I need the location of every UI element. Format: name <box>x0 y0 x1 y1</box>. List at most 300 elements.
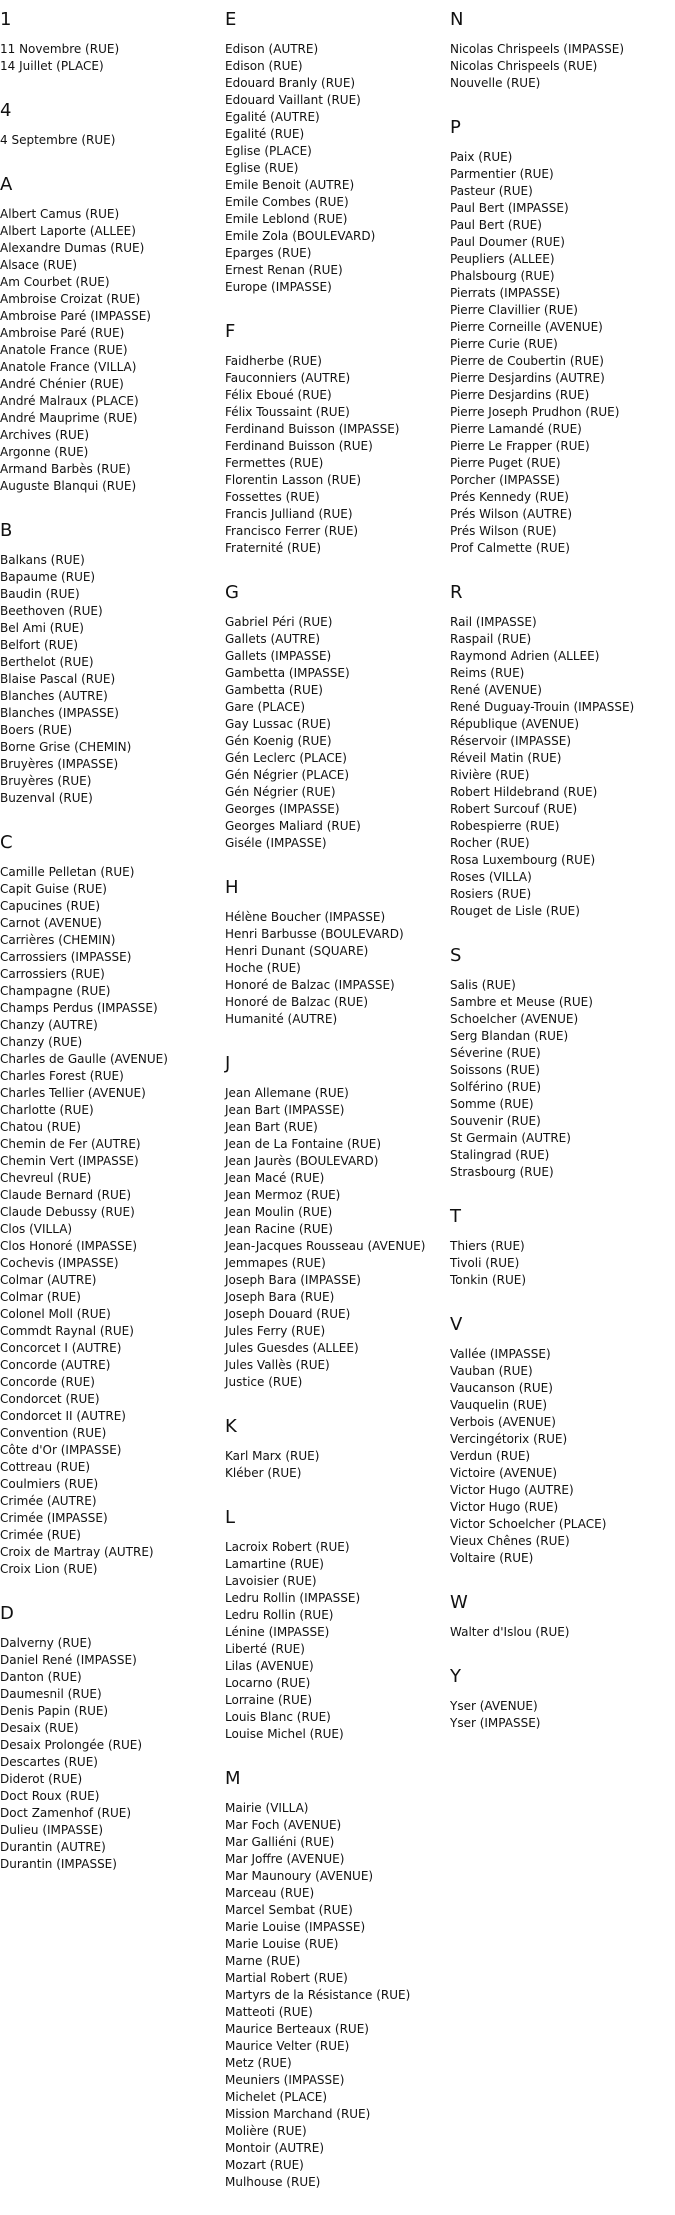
letter-group-j <box>225 1052 445 1391</box>
street-item: Mulhouse (RUE) <box>225 2175 321 2189</box>
street-item: Fraternité (RUE) <box>225 541 322 555</box>
street-item: Pierre Corneille (AVENUE) <box>450 320 603 334</box>
street-item: Georges (IMPASSE) <box>225 802 340 816</box>
street-item: Ernest Renan (RUE) <box>225 263 343 277</box>
street-item: Bruyères (IMPASSE) <box>0 757 119 771</box>
street-item: Emile Zola (BOULEVARD) <box>225 229 376 243</box>
street-item: Fauconniers (AUTRE) <box>225 371 351 385</box>
street-item: Victor Schoelcher (PLACE) <box>450 1517 607 1531</box>
street-item: Emile Benoit (AUTRE) <box>225 178 355 192</box>
street-item: Auguste Blanqui (RUE) <box>0 479 137 493</box>
street-item: Gén Leclerc (PLACE) <box>225 751 347 765</box>
street-item: Justice (RUE) <box>225 1375 303 1389</box>
street-item: Hélène Boucher (IMPASSE) <box>225 910 386 924</box>
street-item: Charles Tellier (AVENUE) <box>0 1086 146 1100</box>
letter-group-v <box>450 1313 675 1567</box>
street-item: Liberté (RUE) <box>225 1642 305 1656</box>
street-item: Georges Maliard (RUE) <box>225 819 361 833</box>
street-item: Anatole France (VILLA) <box>0 360 137 374</box>
street-item: Durantin (IMPASSE) <box>0 1857 117 1871</box>
street-item: Claude Bernard (RUE) <box>0 1188 132 1202</box>
street-item: Diderot (RUE) <box>0 1772 83 1786</box>
letter-group-k <box>225 1415 445 1482</box>
street-item: Metz (RUE) <box>225 2056 292 2070</box>
street-item: Raymond Adrien (ALLEE) <box>450 649 600 663</box>
street-item: Yser (AVENUE) <box>450 1699 538 1713</box>
street-item: René (AVENUE) <box>450 683 542 697</box>
street-item: Pierre Le Frapper (RUE) <box>450 439 590 453</box>
street-item: Nicolas Chrispeels (RUE) <box>450 59 598 73</box>
street-item: Crimée (AUTRE) <box>0 1494 97 1508</box>
street-item: Tivoli (RUE) <box>450 1256 520 1270</box>
street-item: Gallets (IMPASSE) <box>225 649 332 663</box>
street-item: Pasteur (RUE) <box>450 184 533 198</box>
street-item: Gay Lussac (RUE) <box>225 717 331 731</box>
street-item: Porcher (IMPASSE) <box>450 473 560 487</box>
street-item: Carrossiers (RUE) <box>0 967 105 981</box>
street-item: Capit Guise (RUE) <box>0 882 107 896</box>
street-item: Croix de Martray (AUTRE) <box>0 1545 154 1559</box>
street-item: Archives (RUE) <box>0 428 90 442</box>
street-item: Humanité (AUTRE) <box>225 1012 338 1026</box>
street-item: Réservoir (IMPASSE) <box>450 734 572 748</box>
street-item: Jean-Jacques Rousseau (AVENUE) <box>225 1239 426 1253</box>
street-list <box>225 1085 445 1391</box>
street-item: Denis Papin (RUE) <box>0 1704 109 1718</box>
letter-group-w <box>450 1591 675 1641</box>
street-item: Paul Doumer (RUE) <box>450 235 565 249</box>
street-item: Egalité (AUTRE) <box>225 110 320 124</box>
street-item: Ferdinand Buisson (IMPASSE) <box>225 422 400 436</box>
street-item: Dalverny (RUE) <box>0 1636 92 1650</box>
street-item: Marie Louise (RUE) <box>225 1937 339 1951</box>
letter-group-d <box>0 1602 220 1873</box>
street-item: Solférino (RUE) <box>450 1080 541 1094</box>
street-item: Belfort (RUE) <box>0 638 79 652</box>
street-item: Chanzy (AUTRE) <box>0 1018 98 1032</box>
street-item: Félix Toussaint (RUE) <box>225 405 350 419</box>
street-list <box>450 149 675 557</box>
street-item: Lilas (AVENUE) <box>225 1659 314 1673</box>
letter-heading: K <box>225 1416 237 1437</box>
street-item: René Duguay-Trouin (IMPASSE) <box>450 700 635 714</box>
street-item: Fermettes (RUE) <box>225 456 324 470</box>
column-1 <box>0 8 220 1897</box>
street-item: Chemin Vert (IMPASSE) <box>0 1154 139 1168</box>
street-item: Jean Racine (RUE) <box>225 1222 333 1236</box>
street-list <box>225 1800 445 2191</box>
street-item: Bel Ami (RUE) <box>0 621 84 635</box>
street-item: Jemmapes (RUE) <box>225 1256 326 1270</box>
street-item: Clos (VILLA) <box>0 1222 73 1236</box>
street-item: Strasbourg (RUE) <box>450 1165 554 1179</box>
street-item: Lacroix Robert (RUE) <box>225 1540 350 1554</box>
street-item: Edison (RUE) <box>225 59 303 73</box>
street-item: Maurice Velter (RUE) <box>225 2039 350 2053</box>
street-item: République (AVENUE) <box>450 717 580 731</box>
street-item: Gare (PLACE) <box>225 700 306 714</box>
street-item: St Germain (AUTRE) <box>450 1131 571 1145</box>
street-item: Durantin (AUTRE) <box>0 1840 106 1854</box>
street-item: André Chénier (RUE) <box>0 377 124 391</box>
street-item: Beethoven (RUE) <box>0 604 103 618</box>
street-item: Verbois (AVENUE) <box>450 1415 556 1429</box>
street-item: Jules Ferry (RUE) <box>225 1324 326 1338</box>
street-list <box>450 1346 675 1567</box>
street-list <box>225 1539 445 1743</box>
street-item: Félix Eboué (RUE) <box>225 388 332 402</box>
street-list <box>450 1624 675 1641</box>
letter-heading: Y <box>450 1666 461 1687</box>
street-item: Thiers (RUE) <box>450 1239 525 1253</box>
letter-group-e <box>225 8 445 296</box>
street-item: Joseph Douard (RUE) <box>225 1307 351 1321</box>
street-item: Desaix (RUE) <box>0 1721 79 1735</box>
street-item: Baudin (RUE) <box>0 587 80 601</box>
street-item: Rocher (RUE) <box>450 836 530 850</box>
street-item: Carrières (CHEMIN) <box>0 933 116 947</box>
street-item: Chanzy (RUE) <box>0 1035 83 1049</box>
letter-heading: 4 <box>0 100 12 121</box>
letter-heading: N <box>450 9 464 30</box>
street-item: Soissons (RUE) <box>450 1063 540 1077</box>
street-list <box>450 977 675 1181</box>
letter-group-l <box>225 1506 445 1743</box>
street-item: Eglise (PLACE) <box>225 144 312 158</box>
street-item: Dulieu (IMPASSE) <box>0 1823 104 1837</box>
street-item: Colmar (RUE) <box>0 1290 81 1304</box>
street-item: Commdt Raynal (RUE) <box>0 1324 134 1338</box>
street-item: Gambetta (IMPASSE) <box>225 666 350 680</box>
column-2 <box>225 8 445 2215</box>
street-item: Pierre Clavillier (RUE) <box>450 303 578 317</box>
street-item: Florentin Lasson (RUE) <box>225 473 362 487</box>
letter-group-4 <box>0 99 220 149</box>
street-item: Balkans (RUE) <box>0 553 85 567</box>
street-item: Yser (IMPASSE) <box>450 1716 541 1730</box>
street-item: Charlotte (RUE) <box>0 1103 94 1117</box>
letter-heading: 1 <box>0 9 12 30</box>
street-item: Jean Bart (RUE) <box>225 1120 318 1134</box>
street-item: Sambre et Meuse (RUE) <box>450 995 593 1009</box>
street-item: Danton (RUE) <box>0 1670 82 1684</box>
street-item: Pierre Desjardins (AUTRE) <box>450 371 605 385</box>
street-item: Gén Négrier (PLACE) <box>225 768 349 782</box>
street-item: Francisco Ferrer (RUE) <box>225 524 359 538</box>
street-item: Blanches (IMPASSE) <box>0 706 119 720</box>
street-item: Doct Roux (RUE) <box>0 1789 100 1803</box>
street-item: Colmar (AUTRE) <box>0 1273 97 1287</box>
street-item: Verdun (RUE) <box>450 1449 531 1463</box>
letter-heading: F <box>225 321 236 342</box>
street-item: Jean Mermoz (RUE) <box>225 1188 341 1202</box>
letter-group-t <box>450 1205 675 1289</box>
street-item: André Malraux (PLACE) <box>0 394 139 408</box>
street-item: Ledru Rollin (IMPASSE) <box>225 1591 361 1605</box>
street-item: Honoré de Balzac (IMPASSE) <box>225 978 395 992</box>
street-item: Desaix Prolongée (RUE) <box>0 1738 143 1752</box>
letter-heading: V <box>450 1314 463 1335</box>
street-item: Rail (IMPASSE) <box>450 615 537 629</box>
street-item: Louise Michel (RUE) <box>225 1727 344 1741</box>
street-item: Meuniers (IMPASSE) <box>225 2073 345 2087</box>
column-3 <box>450 8 675 1756</box>
street-item: Albert Camus (RUE) <box>0 207 120 221</box>
street-item: Egalité (RUE) <box>225 127 305 141</box>
letter-heading: L <box>225 1507 236 1528</box>
street-list <box>0 132 220 149</box>
street-item: Souvenir (RUE) <box>450 1114 541 1128</box>
street-item: Ferdinand Buisson (RUE) <box>225 439 373 453</box>
street-item: Mar Joffre (AVENUE) <box>225 1852 345 1866</box>
street-item: 4 Septembre (RUE) <box>0 133 116 147</box>
letter-heading: D <box>0 1603 14 1624</box>
street-item: Gambetta (RUE) <box>225 683 323 697</box>
letter-heading: C <box>0 832 13 853</box>
street-item: Capucines (RUE) <box>0 899 101 913</box>
street-item: Alsace (RUE) <box>0 258 78 272</box>
street-item: Gabriel Péri (RUE) <box>225 615 333 629</box>
street-item: Marcel Sembat (RUE) <box>225 1903 353 1917</box>
letter-group-f <box>225 320 445 557</box>
street-item: Roses (VILLA) <box>450 870 532 884</box>
street-item: Séverine (RUE) <box>450 1046 541 1060</box>
street-item: Lorraine (RUE) <box>225 1693 313 1707</box>
street-item: Locarno (RUE) <box>225 1676 311 1690</box>
street-list <box>0 552 220 807</box>
street-item: Parmentier (RUE) <box>450 167 554 181</box>
street-item: Raspail (RUE) <box>450 632 532 646</box>
street-item: Francis Julliand (RUE) <box>225 507 353 521</box>
street-item: Lamartine (RUE) <box>225 1557 324 1571</box>
street-item: Concorde (RUE) <box>0 1375 95 1389</box>
street-item: Chemin de Fer (AUTRE) <box>0 1137 141 1151</box>
street-item: Nicolas Chrispeels (IMPASSE) <box>450 42 625 56</box>
street-item: Gallets (AUTRE) <box>225 632 321 646</box>
letter-heading: B <box>0 520 13 541</box>
letter-heading: J <box>225 1053 231 1074</box>
street-item: Anatole France (RUE) <box>0 343 128 357</box>
street-item: Rosiers (RUE) <box>450 887 532 901</box>
street-item: Jean Bart (IMPASSE) <box>225 1103 345 1117</box>
street-item: Borne Grise (CHEMIN) <box>0 740 132 754</box>
street-item: Buzenval (RUE) <box>0 791 93 805</box>
street-item: Doct Zamenhof (RUE) <box>0 1806 132 1820</box>
street-item: Armand Barbès (RUE) <box>0 462 131 476</box>
street-item: Maurice Berteaux (RUE) <box>225 2022 369 2036</box>
street-item: Reims (RUE) <box>450 666 525 680</box>
street-item: Bapaume (RUE) <box>0 570 96 584</box>
street-item: Jean Moulin (RUE) <box>225 1205 333 1219</box>
street-item: Edouard Branly (RUE) <box>225 76 356 90</box>
letter-heading: T <box>450 1206 461 1227</box>
street-item: Vallée (IMPASSE) <box>450 1347 551 1361</box>
street-item: Stalingrad (RUE) <box>450 1148 550 1162</box>
street-item: Victor Hugo (RUE) <box>450 1500 559 1514</box>
street-item: Victor Hugo (AUTRE) <box>450 1483 574 1497</box>
street-item: Robert Surcouf (RUE) <box>450 802 578 816</box>
street-item: Blanches (AUTRE) <box>0 689 108 703</box>
street-item: Phalsbourg (RUE) <box>450 269 555 283</box>
street-item: Berthelot (RUE) <box>0 655 94 669</box>
street-item: Paix (RUE) <box>450 150 513 164</box>
street-item: Camille Pelletan (RUE) <box>0 865 135 879</box>
street-item: Jules Guesdes (ALLEE) <box>225 1341 359 1355</box>
street-item: Prés Wilson (RUE) <box>450 524 557 538</box>
street-item: Condorcet II (AUTRE) <box>0 1409 126 1423</box>
street-item: Albert Laporte (ALLEE) <box>0 224 136 238</box>
street-item: Martial Robert (RUE) <box>225 1971 348 1985</box>
street-item: Jean Macé (RUE) <box>225 1171 325 1185</box>
street-list <box>225 353 445 557</box>
street-item: Montoir (AUTRE) <box>225 2141 325 2155</box>
street-list <box>450 614 675 920</box>
street-item: Rouget de Lisle (RUE) <box>450 904 580 918</box>
street-item: Concorcet I (AUTRE) <box>0 1341 122 1355</box>
street-item: Pierre Curie (RUE) <box>450 337 558 351</box>
street-item: Mairie (VILLA) <box>225 1801 309 1815</box>
street-item: Jules Vallès (RUE) <box>225 1358 330 1372</box>
street-item: André Mauprime (RUE) <box>0 411 138 425</box>
street-item: Voltaire (RUE) <box>450 1551 534 1565</box>
street-item: Kléber (RUE) <box>225 1466 302 1480</box>
street-list <box>450 1238 675 1289</box>
street-item: Lénine (IMPASSE) <box>225 1625 330 1639</box>
street-item: Faidherbe (RUE) <box>225 354 322 368</box>
letter-group-1 <box>0 8 220 75</box>
street-item: Karl Marx (RUE) <box>225 1449 320 1463</box>
street-list <box>0 1635 220 1873</box>
street-item: Schoelcher (AVENUE) <box>450 1012 579 1026</box>
street-list <box>450 1698 675 1732</box>
street-item: Vaucanson (RUE) <box>450 1381 553 1395</box>
street-item: Walter d'Islou (RUE) <box>450 1625 570 1639</box>
street-item: Honoré de Balzac (RUE) <box>225 995 369 1009</box>
street-item: Ambroise Paré (IMPASSE) <box>0 309 151 323</box>
street-item: Robert Hildebrand (RUE) <box>450 785 598 799</box>
street-item: Ambroise Croizat (RUE) <box>0 292 141 306</box>
street-item: Victoire (AVENUE) <box>450 1466 558 1480</box>
street-item: Réveil Matin (RUE) <box>450 751 562 765</box>
street-item: Côte d'Or (IMPASSE) <box>0 1443 122 1457</box>
letter-group-s <box>450 944 675 1181</box>
street-item: Europe (IMPASSE) <box>225 280 332 294</box>
street-item: Daniel René (IMPASSE) <box>0 1653 137 1667</box>
street-item: Tonkin (RUE) <box>450 1273 527 1287</box>
street-item: Prés Wilson (AUTRE) <box>450 507 573 521</box>
letter-heading: S <box>450 945 462 966</box>
street-item: Pierrats (IMPASSE) <box>450 286 561 300</box>
street-list <box>0 206 220 495</box>
street-item: Mozart (RUE) <box>225 2158 304 2172</box>
street-item: Serg Blandan (RUE) <box>450 1029 569 1043</box>
letter-heading: P <box>450 117 461 138</box>
street-item: Jean de La Fontaine (RUE) <box>225 1137 382 1151</box>
street-item: Jean Allemane (RUE) <box>225 1086 349 1100</box>
street-item: Pierre Desjardins (RUE) <box>450 388 590 402</box>
letter-group-b <box>0 519 220 807</box>
street-item: Prof Calmette (RUE) <box>450 541 570 555</box>
street-item: Crimée (RUE) <box>0 1528 81 1542</box>
street-item: Lavoisier (RUE) <box>225 1574 317 1588</box>
street-item: Croix Lion (RUE) <box>0 1562 98 1576</box>
street-item: Vercingétorix (RUE) <box>450 1432 568 1446</box>
street-item: 14 Juillet (PLACE) <box>0 59 104 73</box>
street-item: Hoche (RUE) <box>225 961 301 975</box>
street-item: Coulmiers (RUE) <box>0 1477 99 1491</box>
street-item: Mission Marchand (RUE) <box>225 2107 371 2121</box>
street-list <box>0 864 220 1578</box>
letter-heading: W <box>450 1592 468 1613</box>
street-item: Henri Barbusse (BOULEVARD) <box>225 927 404 941</box>
street-item: Colonel Moll (RUE) <box>0 1307 111 1321</box>
street-list <box>450 41 675 92</box>
street-item: Matteoti (RUE) <box>225 2005 313 2019</box>
street-item: Descartes (RUE) <box>0 1755 98 1769</box>
street-item: Alexandre Dumas (RUE) <box>0 241 145 255</box>
street-item: Mar Foch (AVENUE) <box>225 1818 342 1832</box>
letter-group-c <box>0 831 220 1578</box>
street-item: Crimée (IMPASSE) <box>0 1511 108 1525</box>
street-list <box>225 41 445 296</box>
street-item: Molière (RUE) <box>225 2124 307 2138</box>
street-item: Pierre Lamandé (RUE) <box>450 422 582 436</box>
street-item: Paul Bert (IMPASSE) <box>450 201 569 215</box>
street-item: Pierre Joseph Prudhon (RUE) <box>450 405 620 419</box>
street-item: Bruyères (RUE) <box>0 774 92 788</box>
street-item: Convention (RUE) <box>0 1426 107 1440</box>
letter-group-g <box>225 581 445 852</box>
letter-heading: M <box>225 1768 241 1789</box>
street-item: Emile Leblond (RUE) <box>225 212 348 226</box>
street-item: Chevreul (RUE) <box>0 1171 92 1185</box>
street-item: Michelet (PLACE) <box>225 2090 328 2104</box>
street-item: Concorde (AUTRE) <box>0 1358 111 1372</box>
street-item: Rosa Luxembourg (RUE) <box>450 853 596 867</box>
street-item: Gén Koenig (RUE) <box>225 734 332 748</box>
street-item: Gén Négrier (RUE) <box>225 785 336 799</box>
street-list <box>225 1448 445 1482</box>
street-item: Condorcet (RUE) <box>0 1392 100 1406</box>
street-item: Salis (RUE) <box>450 978 516 992</box>
street-item: Joseph Bara (IMPASSE) <box>225 1273 361 1287</box>
street-item: Louis Blanc (RUE) <box>225 1710 331 1724</box>
street-item: Marceau (RUE) <box>225 1886 315 1900</box>
street-item: Somme (RUE) <box>450 1097 534 1111</box>
street-item: Cottreau (RUE) <box>0 1460 91 1474</box>
street-item: Blaise Pascal (RUE) <box>0 672 116 686</box>
letter-heading: G <box>225 582 239 603</box>
street-list <box>225 614 445 852</box>
letter-heading: R <box>450 582 463 603</box>
street-item: Daumesnil (RUE) <box>0 1687 102 1701</box>
letter-group-h <box>225 876 445 1028</box>
street-item: 11 Novembre (RUE) <box>0 42 120 56</box>
letter-group-y <box>450 1665 675 1732</box>
street-item: Henri Dunant (SQUARE) <box>225 944 369 958</box>
street-item: Eglise (RUE) <box>225 161 299 175</box>
street-item: Giséle (IMPASSE) <box>225 836 327 850</box>
street-item: Ledru Rollin (RUE) <box>225 1608 334 1622</box>
letter-group-p <box>450 116 675 557</box>
letter-heading: A <box>0 174 13 195</box>
street-item: Nouvelle (RUE) <box>450 76 541 90</box>
street-item: Paul Bert (RUE) <box>450 218 542 232</box>
street-item: Vauban (RUE) <box>450 1364 533 1378</box>
street-item: Mar Galliéni (RUE) <box>225 1835 335 1849</box>
street-item: Marie Louise (IMPASSE) <box>225 1920 366 1934</box>
street-item: Robespierre (RUE) <box>450 819 560 833</box>
